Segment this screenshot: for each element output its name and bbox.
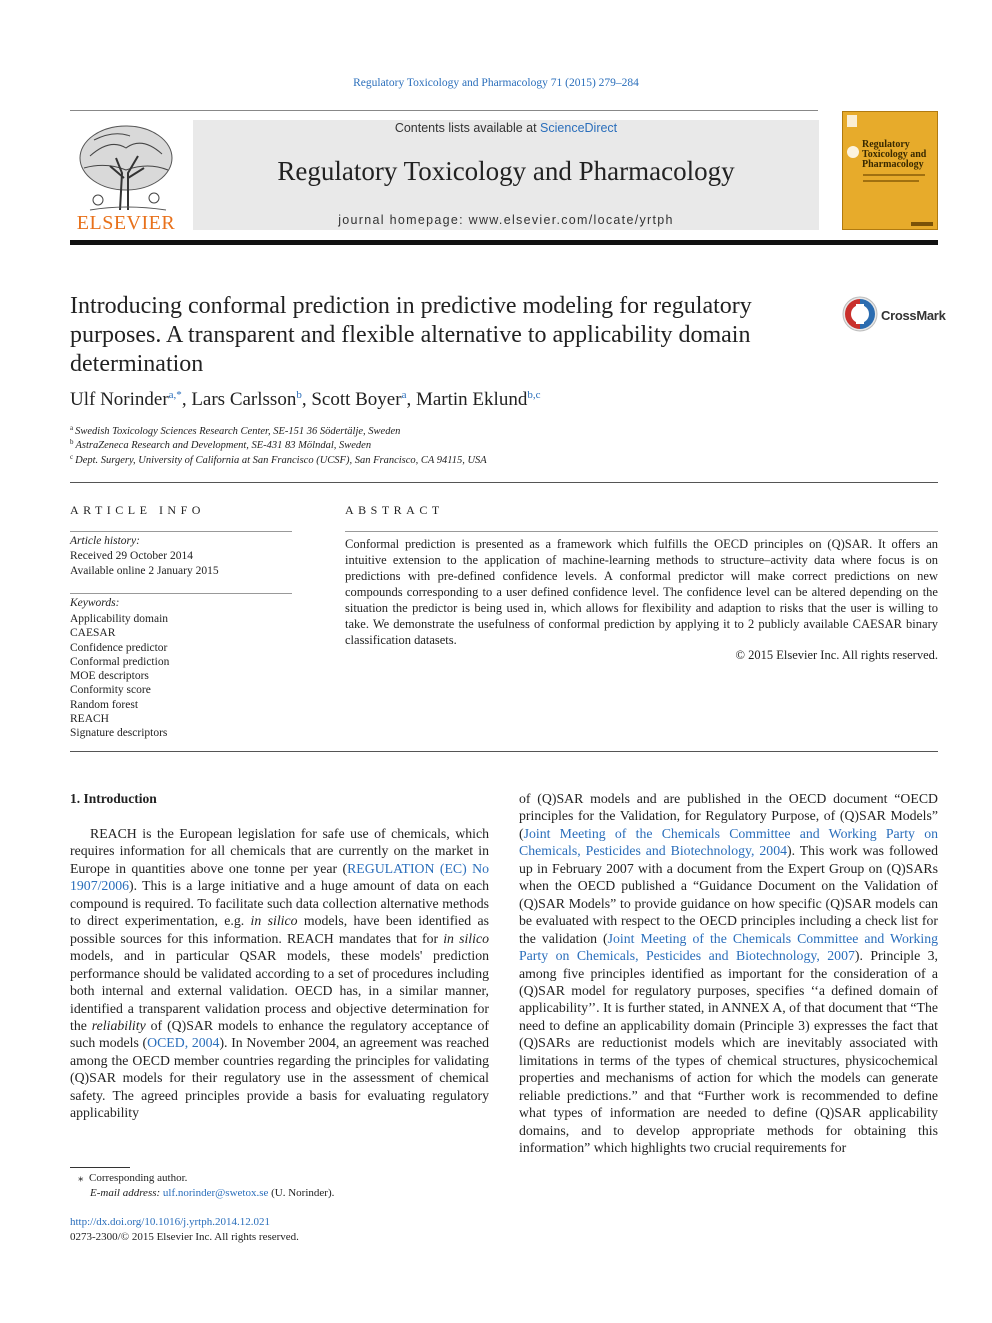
body-text: REACH is the European legislation for safe use of chemicals, which requires information for all chemicals that are currently on the market in Europe in quantities above one tonne per year ( xyxy=(70,826,489,876)
affiliation xyxy=(70,424,400,437)
body-text: models, and in particular QSAR models, these models' prediction performance should be validated according to a set of procedures including both internal and external validation. OECD has, in a similar manner, identified a transparent validation process and objective determination for the xyxy=(70,948,489,1033)
crossmark-label[interactable]: CrossMark xyxy=(881,308,946,323)
intro-heading: 1. Introduction xyxy=(70,791,157,806)
abstract-heading: ABSTRACT xyxy=(345,503,444,517)
journal-title: Regulatory Toxicology and Pharmacology xyxy=(277,156,735,186)
keyword: Random forest xyxy=(70,698,139,711)
cover-publisher-mark xyxy=(911,222,933,226)
cover-title: Regulatory Toxicology and Pharmacology xyxy=(862,139,927,170)
contents-prefix: Contents lists available at xyxy=(394,121,541,135)
author-affiliation-mark[interactable]: a,* xyxy=(168,389,182,401)
keyword: Conformity score xyxy=(70,684,151,697)
cover-circle-icon xyxy=(847,146,859,158)
received-date: Received 29 October 2014 xyxy=(70,550,193,562)
email-note xyxy=(90,1187,334,1199)
author-affiliation-mark[interactable]: b,c xyxy=(527,389,541,401)
body-text: ). Principle 3, among five principles identified as important for the consideration of a (Q)SAR model for regulatory purposes, specifies ‘‘a defined domain of applicability’’. It is further stated, in ANNEX A, of that document that “The need to define an applicability domain (Principle 3) expresses the fact that (Q)SARs are reductionist models which are inevitably associated with limitations in terms of the types of chemical structures, physicochemical properties and mechanisms of action for which the models can generate reliable predictions.” and that “Further work is recommended to define what types of information are needed to define (Q)SAR applicability domains, and to develop appropriate methods for obtaining this information” which highlights two crucial requirements for xyxy=(519,948,938,1156)
keywords-label: Keywords: xyxy=(70,597,120,609)
available-date: Available online 2 January 2015 xyxy=(70,565,219,577)
emphasis-text: reliability xyxy=(91,1017,146,1033)
intro-right-column xyxy=(519,790,938,1157)
section-rule xyxy=(70,751,938,752)
email-link[interactable]: ulf.norinder@swetox.se xyxy=(162,1187,269,1199)
journal-citation[interactable]: Regulatory Toxicology and Pharmacology 71 (2015) 279–284 xyxy=(353,77,639,89)
affiliation-mark: a xyxy=(70,424,74,432)
keyword: MOE descriptors xyxy=(70,670,149,683)
author-name[interactable]: Scott Boyer xyxy=(311,389,402,410)
keyword-list xyxy=(70,612,169,741)
reference-link[interactable]: OCED, 2004 xyxy=(147,1035,220,1051)
intro-left-column xyxy=(70,825,489,1122)
journal-homepage[interactable]: journal homepage: www.elsevier.com/locate/yrtph xyxy=(338,213,674,227)
corresponding-note xyxy=(78,1171,187,1184)
keyword: CAESAR xyxy=(70,627,116,640)
sciencedirect-link[interactable]: ScienceDirect xyxy=(540,121,618,135)
affiliation xyxy=(70,438,371,451)
keyword: Applicability domain xyxy=(70,613,169,625)
journal-cover[interactable] xyxy=(842,111,938,230)
header-rule xyxy=(70,110,818,111)
section-rule xyxy=(70,482,938,483)
body-text: models, have been identified as possible sources for this information. REACH mandates that for xyxy=(70,913,489,946)
cover-divider xyxy=(863,174,925,176)
article-title: Introducing conformal prediction in predictive modeling for regulatory purposes. A transparent and flexible alternative to applicability domain determination xyxy=(70,293,752,377)
elsevier-wordmark: ELSEVIER xyxy=(76,212,176,234)
affiliation-mark: b xyxy=(70,438,74,446)
reference-link[interactable]: Joint Meeting of the Chemicals Committee and Working Party on Chemicals, Pesticides and Biotechnology, 2007 xyxy=(519,930,938,964)
author-name[interactable]: Martin Eklund xyxy=(415,389,528,410)
issn-copyright: 0273-2300/© 2015 Elsevier Inc. All rights reserved. xyxy=(70,1231,299,1243)
asterisk-mark: ⁎ xyxy=(78,1172,84,1184)
abstract-copyright: © 2015 Elsevier Inc. All rights reserved. xyxy=(735,648,938,662)
affiliation-text: Swedish Toxicology Sciences Research Center, SE-151 36 Södertälje, Sweden xyxy=(75,426,401,437)
author-name[interactable]: Lars Carlsson xyxy=(191,389,297,410)
affiliation-mark: c xyxy=(70,453,74,461)
affiliation xyxy=(70,453,487,466)
doi-link[interactable]: http://dx.doi.org/10.1016/j.yrtph.2014.12.021 xyxy=(70,1216,270,1228)
cover-divider xyxy=(863,180,919,182)
cover-emblem-icon xyxy=(847,115,857,127)
author-affiliation-mark[interactable]: b xyxy=(296,389,302,401)
reference-link[interactable]: REGULATION (EC) No 1907/2006 xyxy=(70,860,489,894)
body-text: ). This work was followed up in February 2007 with a document from the Expert Group on (Q)SARs when the OECD published a “Guidance Document on the Validation of (Q)SAR Models” to provide guidance on how specific (Q)SAR models can be evaluated with respect to the OECD principles including a check list for the validation ( xyxy=(519,843,938,946)
reference-link[interactable]: Joint Meeting of the Chemicals Committee and Working Party on Chemicals, Pesticides and Biotechnology, 2004 xyxy=(519,825,938,859)
emphasis-text: in silico xyxy=(443,930,489,946)
body-text: ). This is a large initiative and a huge amount of data on each compound is required. To facilitate such data collection alternative methods to direct experimentation, e.g. xyxy=(70,878,489,929)
author-list: Ulf Norinder$^{a,*}$, Lars Carlsson$^b$, Scott Boyer$^a$, Martin Eklund$^{b,c}$ xyxy=(70,389,541,410)
footnote-rule xyxy=(70,1167,130,1168)
article-info-heading: ARTICLE INFO xyxy=(70,503,205,517)
keyword: Signature descriptors xyxy=(70,727,168,740)
info-rule xyxy=(70,531,292,532)
contents-line xyxy=(193,121,819,135)
abstract-rule xyxy=(345,531,938,532)
emphasis-text: in silico xyxy=(250,913,298,929)
corresponding-text: Corresponding author. xyxy=(89,1172,188,1184)
keyword: Confidence predictor xyxy=(70,641,168,654)
crossmark-icon[interactable] xyxy=(842,296,878,332)
keyword: REACH xyxy=(70,713,109,726)
affiliation-text: AstraZeneca Research and Development, SE-431 83 Mölndal, Sweden xyxy=(75,440,372,451)
info-rule xyxy=(70,593,292,594)
body-text: of (Q)SAR models and are published in the OECD document “OECD principles for the Validation, for Regulatory Purpose, of (Q)SAR Models” ( xyxy=(519,791,938,841)
email-suffix: (U. Norinder). xyxy=(271,1187,335,1199)
keyword: Conformal prediction xyxy=(70,655,170,668)
body-text: of (Q)SAR models to enhance the regulatory acceptance of such models ( xyxy=(70,1017,489,1051)
email-label: E-mail address: xyxy=(90,1187,161,1199)
abstract-text: Conformal prediction is presented as a framework which fulfills the OECD principles on (Q)SAR. It offers an intuitive extension to the application of machine-learning methods to structure–activity data where focus is on predictions with pre-defined confidence levels. A conformal predictor will make correct predictions on new compounds corresponding to a user defined confidence level. The confidence level can be altered depending on the situation the predictor is being used in, which allows for flexibility and adaption to risks that the user is willing to take. We demonstrate the usefulness of conformal prediction by applying it to 2 publicly available CAESAR binary classification datasets. xyxy=(345,537,938,647)
body-text: ). In November 2004, an agreement was reached among the OECD member countries regarding the principles for validating (Q)SAR models for their regulatory use in the assessment of chemical safety. The agreed principles provide a basis for evaluating regulatory applicability xyxy=(70,1035,489,1121)
history-label: Article history: xyxy=(70,535,140,547)
author-affiliation-mark[interactable]: a xyxy=(401,389,407,401)
author-name[interactable]: Ulf Norinder xyxy=(70,389,169,410)
affiliation-text: Dept. Surgery, University of California at San Francisco (UCSF), San Francisco, CA 94115, USA xyxy=(75,455,487,466)
header-thick-rule xyxy=(70,240,938,245)
